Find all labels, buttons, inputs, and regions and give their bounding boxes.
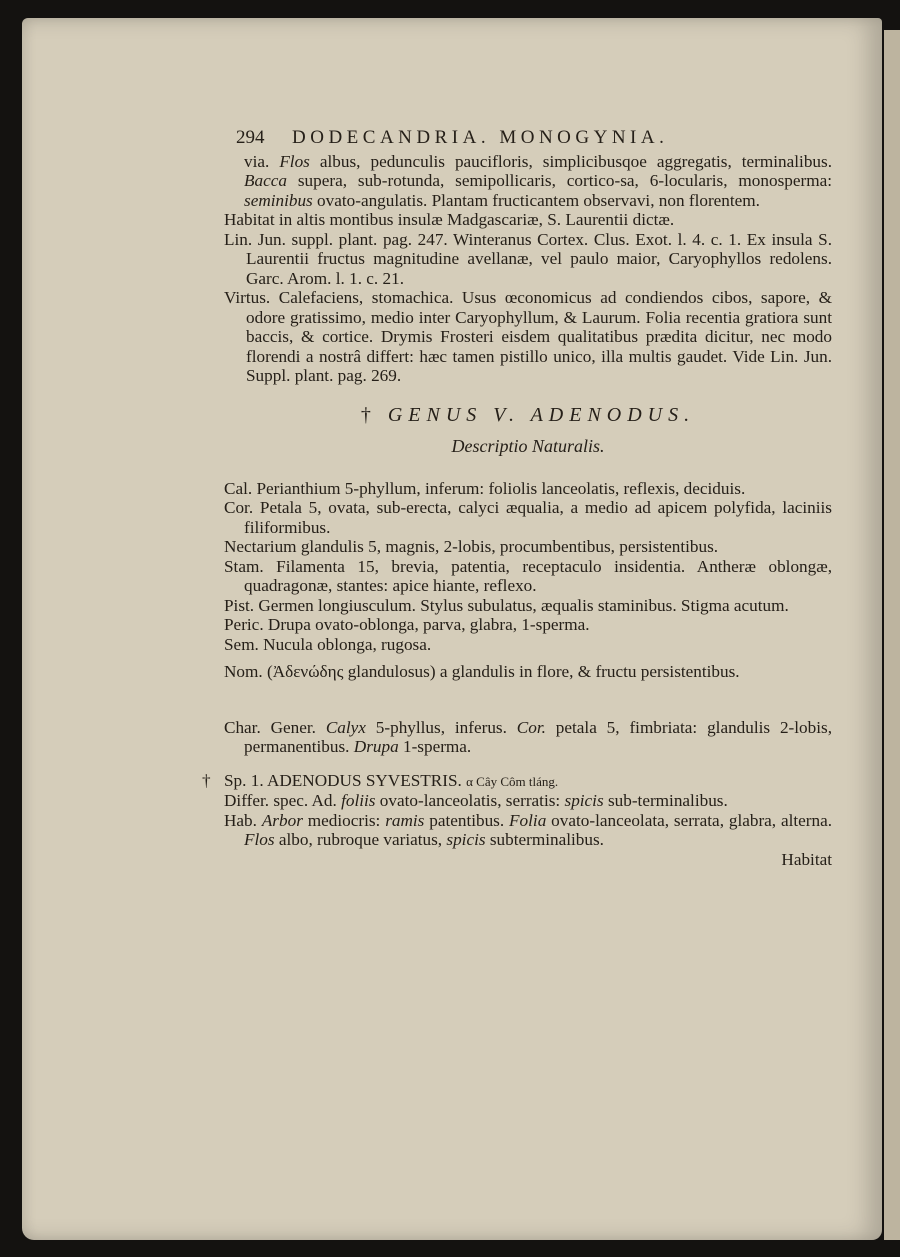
- habit-paragraph: [224, 811, 832, 850]
- text-run: petala 5, fimbriata: glandulis 2-lobis, permanentibus.: [244, 717, 832, 756]
- nomen-paragraph: Nom. (Ἀδενώδης glandulosus) a glandulis in flore, & fructu persistentibus.: [224, 662, 740, 681]
- text-run: ovato-lanceolatis, serratis:: [375, 791, 565, 810]
- character-paragraph: [224, 718, 832, 757]
- description-seed: Sem. Nucula oblonga, rugosa.: [224, 634, 432, 654]
- description-calyx: Cal. Perianthium 5-phyllum, inferum: foliolis lanceolatis, reflexis, deciduis.: [224, 478, 746, 498]
- page-number: 294: [236, 127, 265, 148]
- description-stamens: Stam. Filamenta 15, brevia, patentia, receptaculo insidentia. Antheræ oblongæ, quadragonæ, stantes: apice hiante, reflexo.: [224, 556, 832, 595]
- vernacular-name: α Cây Côm tláng.: [466, 773, 559, 789]
- term-spicis: spicis: [564, 791, 604, 810]
- dagger-mark: †: [202, 770, 211, 790]
- text-run: subterminalibus.: [485, 830, 604, 849]
- species-name: Sp. 1. ADENODUS SYVESTRIS.: [224, 770, 462, 790]
- dagger-mark: †: [360, 403, 377, 426]
- term-corolla: Cor.: [516, 717, 546, 737]
- text-run: sub-terminalibus.: [603, 791, 728, 810]
- running-title: DODECANDRIA. MONOGYNIA.: [292, 127, 669, 148]
- description-pistil: Pist. Germen longiusculum. Stylus subulatus, æqualis staminibus. Stigma acutum.: [224, 595, 789, 615]
- term-calyx: Calyx: [325, 717, 366, 737]
- text-run: patentibus.: [424, 810, 510, 830]
- term-drupa: Drupa: [353, 737, 399, 756]
- text-run: Char. Gener.: [224, 717, 326, 737]
- habitat-line: Habitat in altis montibus insulæ Madgascariæ, S. Laurentii dictæ.: [224, 210, 675, 229]
- term-ramis: ramis: [385, 810, 425, 830]
- genus-title: GENUS V. ADENODUS.: [387, 403, 696, 426]
- term-spicis: spicis: [446, 830, 486, 849]
- species-line: [202, 770, 832, 792]
- term-flos: Flos: [244, 830, 275, 849]
- differentia-paragraph: [224, 791, 832, 811]
- page-text: [202, 127, 833, 869]
- text-run: via.: [244, 151, 280, 171]
- description-subheading: Descriptio Naturalis.: [451, 436, 605, 456]
- text-run: Hab.: [224, 810, 262, 830]
- description-corolla: Cor. Petala 5, ovata, sub-erecta, calyci æqualia, a medio ad apicem polyfida, laciniis filiformibus.: [224, 498, 832, 537]
- text-run: ovato-lanceolata, serrata, glabra, alterna.: [546, 810, 833, 830]
- text-run: 5-phyllus, inferus.: [365, 717, 517, 737]
- text-run: ovato-angulatis. Plantam fructicantem observavi, non florentem.: [312, 190, 760, 210]
- term-seminibus: seminibus: [244, 190, 313, 210]
- catchword: Habitat: [781, 849, 832, 869]
- term-flos: Flos: [279, 151, 310, 171]
- text-run: supera, sub-rotunda, semipollicaris, cortico-sa, 6-locularis, monosperma:: [286, 171, 832, 190]
- term-bacca: Bacca: [244, 171, 287, 190]
- continued-paragraph: [224, 152, 832, 211]
- description-nectarium: Nectarium glandulis 5, magnis, 2-lobis, procumbentibus, persistentibus.: [224, 537, 719, 556]
- term-folia: Folia: [509, 810, 547, 830]
- literature-paragraph: Lin. Jun. suppl. plant. pag. 247. Winteranus Cortex. Clus. Exot. l. 4. c. 1. Ex insula S. Laurentii fructus magnitudine avellanæ, vel paulo maior, Caryophyllos redolens. Garc. Arom. l. 1. c. 21.: [224, 229, 832, 288]
- text-run: mediocris:: [302, 810, 386, 830]
- virtus-paragraph: Virtus. Calefaciens, stomachica. Usus œconomicus ad condiendos cibos, sapore, & odore gratissimo, medio inter Caryophyllum, & Laurum. Folia recentia gratiora sunt baccis, & cortice. Drymis Frosteri eisdem qualitatibus prædita dicitur, nec modo florendi a nostrâ differt: hæc tamen pistillo unico, illa multis gaudet. Vide Lin. Jun. Suppl. plant. pag. 269.: [224, 288, 832, 385]
- text-run: albo, rubroque variatus,: [274, 830, 447, 849]
- page-header: [224, 128, 832, 148]
- text-run: 1-sperma.: [398, 737, 472, 756]
- term-arbor: Arbor: [261, 810, 303, 830]
- description-pericarp: Peric. Drupa ovato-oblonga, parva, glabra, 1-sperma.: [224, 615, 590, 634]
- text-run: Differ. spec. Ad.: [224, 791, 342, 810]
- genus-heading: [224, 403, 832, 426]
- text-run: albus, pedunculis paucifloris, simplicibusqoe aggregatis, terminalibus.: [309, 151, 832, 171]
- next-page-edge: [884, 30, 900, 1240]
- term-foliis: foliis: [341, 791, 376, 810]
